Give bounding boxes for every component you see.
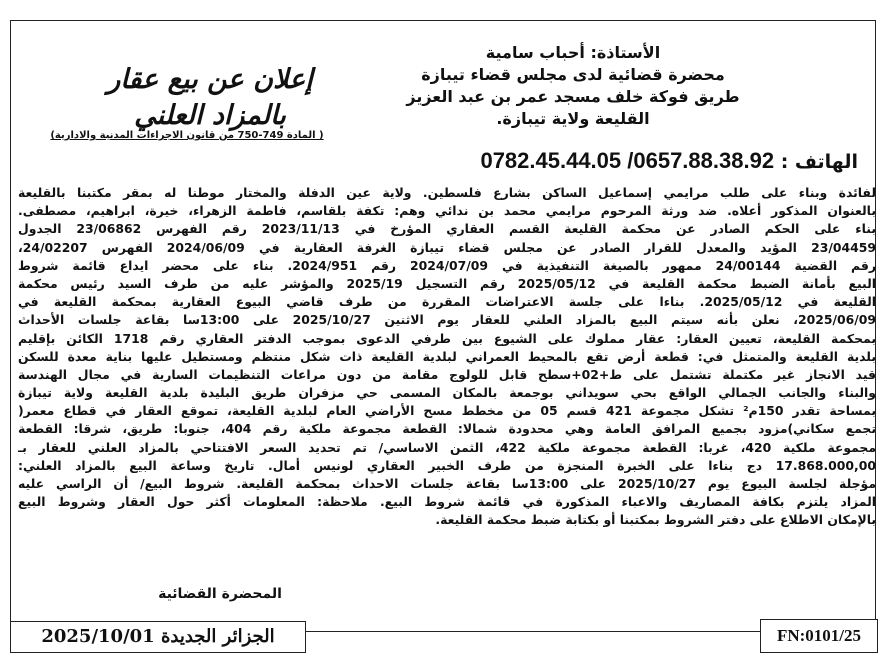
body-line: تجمع سكاني)مزود بجميع المرافق العامة وهي محدودة شمالا: القطعة مجموعة ملكية رقم 404، جنوبا: طريق، شرقا: القطعة (18, 421, 876, 437)
body-line: بالعنوان المذكور أعلاه. ضد ورثة المرحوم مرايمي محمد بن ندائي وهم: تكفة بلقاسم، فاطمة الزهراء، خيرة، ابراهيم، مصطفى. (18, 203, 876, 219)
notice-title-line2: بالمزاد العلني (134, 100, 286, 131)
body-line: مؤجلة لجلسة البيوع يوم 2025/10/27 على 13:00سا بقاعة جلسات الاحداث بمحكمة القليعة. شروط البيع/ أن الراسي عليه (18, 476, 876, 491)
phone-numbers: 0782.45.44.05 /0657.88.38.92 (480, 148, 775, 173)
phone-line (480, 148, 858, 174)
body-line: قيد الانجاز غير مكتملة تشتمل على ط+02+سطح قابل للولوج مقامة من دون مراعات التنظيمات السارية في مجال الهندسة (18, 366, 876, 382)
notice-title-line1: إعلان عن بيع عقار (107, 64, 313, 95)
body-line: بالإمكان الاطلاع على دفتر الشروط بمكتبنا أو بكتابة ضبط محكمة القليعة. (435, 512, 876, 528)
body-line: 23/04459 المؤيد والمعدل للقرار الصادر عن مجلس قضاء تيبازة الغرفة العقارية في 2024/06/09 الفهرس 24/02207، (18, 239, 876, 255)
office-address: طريق فوكة خلف مسجد عمر بن عبد العزيز (406, 87, 740, 106)
body-line: لفائدة وبناء على طلب مرايمي إسماعيل الساكن بشارع فلسطين. ولاية عين الدفلة والمختار موطنا له بمقر مكتبنا بالقليعة (18, 185, 876, 200)
body-line: والبناء والجانب الجمالي الواقع بحي سويداني بوجمعة بالمكان المسمى حي مزفران طريق البليدة بلدية القليعة ولاية تيبازة (18, 385, 876, 401)
notice-title (95, 62, 325, 134)
body-line: بلدية القليعة والمتمثل في: قطعة أرض تقع بالمحيط العمراني لبلدية القليعة ذات شكل منتظم ومستطيل عليها بناية معدة للسكن (18, 348, 876, 364)
body-line: رقم القضية 24/00144 ممهور بالصيغة التنفيذية في 2024/07/09 رقم 2024/951. بناء على محضر ايداع قائمة شروط (18, 257, 876, 273)
notice-body (18, 184, 876, 530)
phone-label: الهاتف : (780, 151, 858, 173)
body-line: المزاد يلتزم بكافة المصاريف والاعباء المذكورة في قائمة شروط البيع. ملاحظة: المعلومات أكثر حول العقار وشروط البيع (18, 494, 876, 510)
office-city: القليعة ولاية تيبازة. (496, 109, 650, 128)
bailiff-office-header (403, 42, 743, 130)
body-line: مجموعة ملكية 420، غربا: القطعة مجموعة ملكية 422، الثمن الاساسي/ تم تحديد السعر الافتتاحي بالمزاد العلني للعقار بـ (18, 439, 876, 455)
body-line: 2025/06/09، نعلن بأنه سيتم البيع بالمزاد العلني للعقار يوم الاثنين 2025/10/27 على 13:00سا بقاعة جلسات الأحداث (18, 312, 876, 328)
body-line: بمساحة تقدر 150م² تشكل مجموعة 421 قسم 05 من مخطط مسح الأراضي العام لبلدية القليعة، تموقع العقار في قطاع معمر( (18, 403, 876, 419)
body-line: بناء على الحكم الصادر عن محكمة القليعة القسم العقاري المؤرخ في 2023/11/13 رقم الفهرس 23/06862 الجدول (18, 221, 876, 237)
body-line: البيع بأمانة الضبط محكمة القليعة في 2025/05/12 رقم التسجيل 2025/19 والمؤشر عليه من طرف السيد رئيس محكمة (18, 275, 876, 291)
file-number-box: FN:0101/25 (760, 619, 878, 653)
body-line: القليعة في 2025/05/12. بناءا على جلسة الاعتراضات المقررة من طرف قاضي البيوع العقارية بمحكمة القليعة في (18, 294, 876, 310)
bailiff-title: محضرة قضائية لدى مجلس قضاء تيبازة (421, 65, 725, 84)
body-line: بمحكمة القليعة، تعيين العقار: عقار مملوك على الشيوع بين طرفي الدعوى بموجب الدفتر العقاري رقم 1718 الكائن بإقليم (18, 330, 876, 346)
body-line: 17.868.000,00 دج بناءا على الخبرة المنجزة من طرف الخبير العقاري لونيس أمال. تاريخ وساعة البيع بالمزاد العلني: (18, 457, 876, 473)
signature: المحضرة القضائية (158, 586, 282, 602)
legal-article-reference: ( المادة 749-750 من قانون الاجراءات المدنية والادارية) (50, 130, 324, 141)
publication-date-box: الجزائر الجديدة 2025/10/01 (10, 621, 306, 653)
bailiff-name: الأستاذة: أحباب سامية (485, 43, 661, 62)
